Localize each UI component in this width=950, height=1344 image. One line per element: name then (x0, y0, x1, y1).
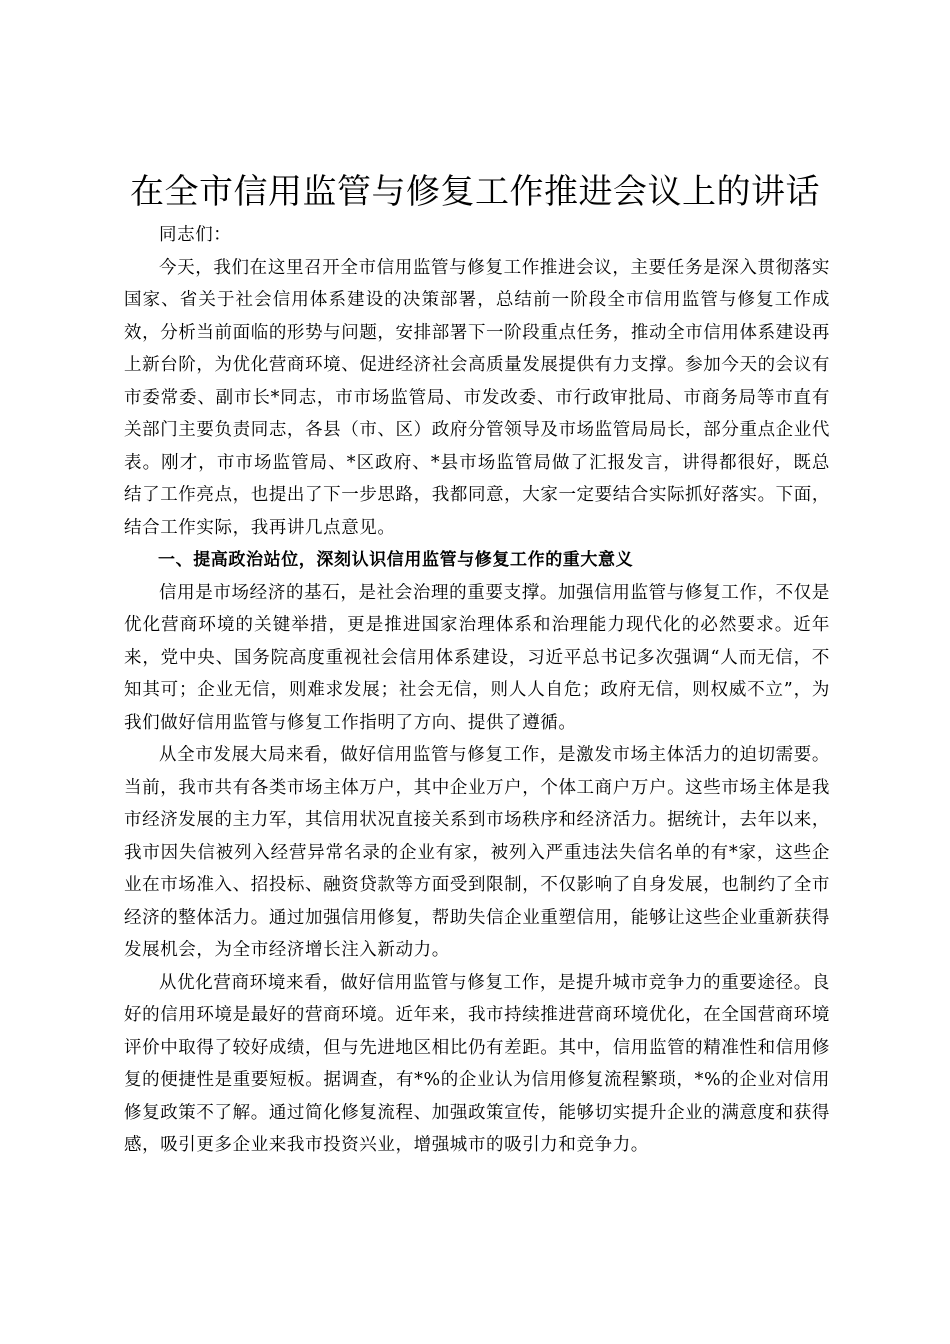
document-body (124, 219, 830, 1162)
paragraph-intro: 今天，我们在这里召开全市信用监管与修复工作推进会议，主要任务是深入贯彻落实国家、省关于社会信用体系建设的决策部署，总结前一阶段全市信用监管与修复工作成效，分析当前面临的形势与问题，安排部署下一阶段重点任务，推动全市信用体系建设再上新台阶，为优化营商环境、促进经济社会高质量发展提供有力支撑。参加今天的会议有市委常委、副市长*同志，市市场监管局、市发改委、市行政审批局、市商务局等市直有关部门主要负责同志，各县（市、区）政府分管领导及市场监管局局长，部分重点企业代表。刚才，市市场监管局、*区政府、*县市场监管局做了汇报发言，讲得都很好，既总结了工作亮点，也提出了下一步思路，我都同意，大家一定要结合实际抓好落实。下面，结合工作实际，我再讲几点意见。 (124, 257, 830, 538)
paragraph-market-vitality: 从全市发展大局来看，做好信用监管与修复工作，是激发市场主体活力的迫切需要。当前，我市共有各类市场主体万户，其中企业万户，个体工商户万户。这些市场主体是我市经济发展的主力军，其信用状况直接关系到市场秩序和经济活力。据统计，去年以来，我市因失信被列入经营异常名录的企业有家，被列入严重违法失信名单的有*家，这些企业在市场准入、招投标、融资贷款等方面受到限制，不仅影响了自身发展，也制约了全市经济的整体活力。通过加强信用修复，帮助失信企业重塑信用，能够让这些企业重新获得发展机会，为全市经济增长注入新动力。 (124, 745, 830, 960)
salutation: 同志们： (159, 225, 232, 245)
document-title: 在全市信用监管与修复工作推进会议上的讲话 (130, 172, 820, 212)
paragraph-significance: 信用是市场经济的基石，是社会治理的重要支撑。加强信用监管与修复工作，不仅是优化营商环境的关键举措，更是推进国家治理体系和治理能力现代化的必然要求。近年来，党中央、国务院高度重视社会信用体系建设，习近平总书记多次强调“人而无信，不知其可；企业无信，则难求发展；社会无信，则人人自危；政府无信，则权威不立”，为我们做好信用监管与修复工作指明了方向、提供了遵循。 (124, 582, 830, 733)
section-heading: 一、提高政治站位，深刻认识信用监管与修复工作的重大意义 (158, 550, 634, 570)
paragraph-business-environment: 从优化营商环境来看，做好信用监管与修复工作，是提升城市竞争力的重要途径。良好的信用环境是最好的营商环境。近年来，我市持续推进营商环境优化，在全国营商环境评价中取得了较好成绩，但与先进地区相比仍有差距。其中，信用监管的精准性和信用修复的便捷性是重要短板。据调查，有*%的企业认为信用修复流程繁琐，*%的企业对信用修复政策不了解。通过简化修复流程、加强政策宣传，能够切实提升企业的满意度和获得感，吸引更多企业来我市投资兴业，增强城市的吸引力和竞争力。 (124, 972, 830, 1155)
